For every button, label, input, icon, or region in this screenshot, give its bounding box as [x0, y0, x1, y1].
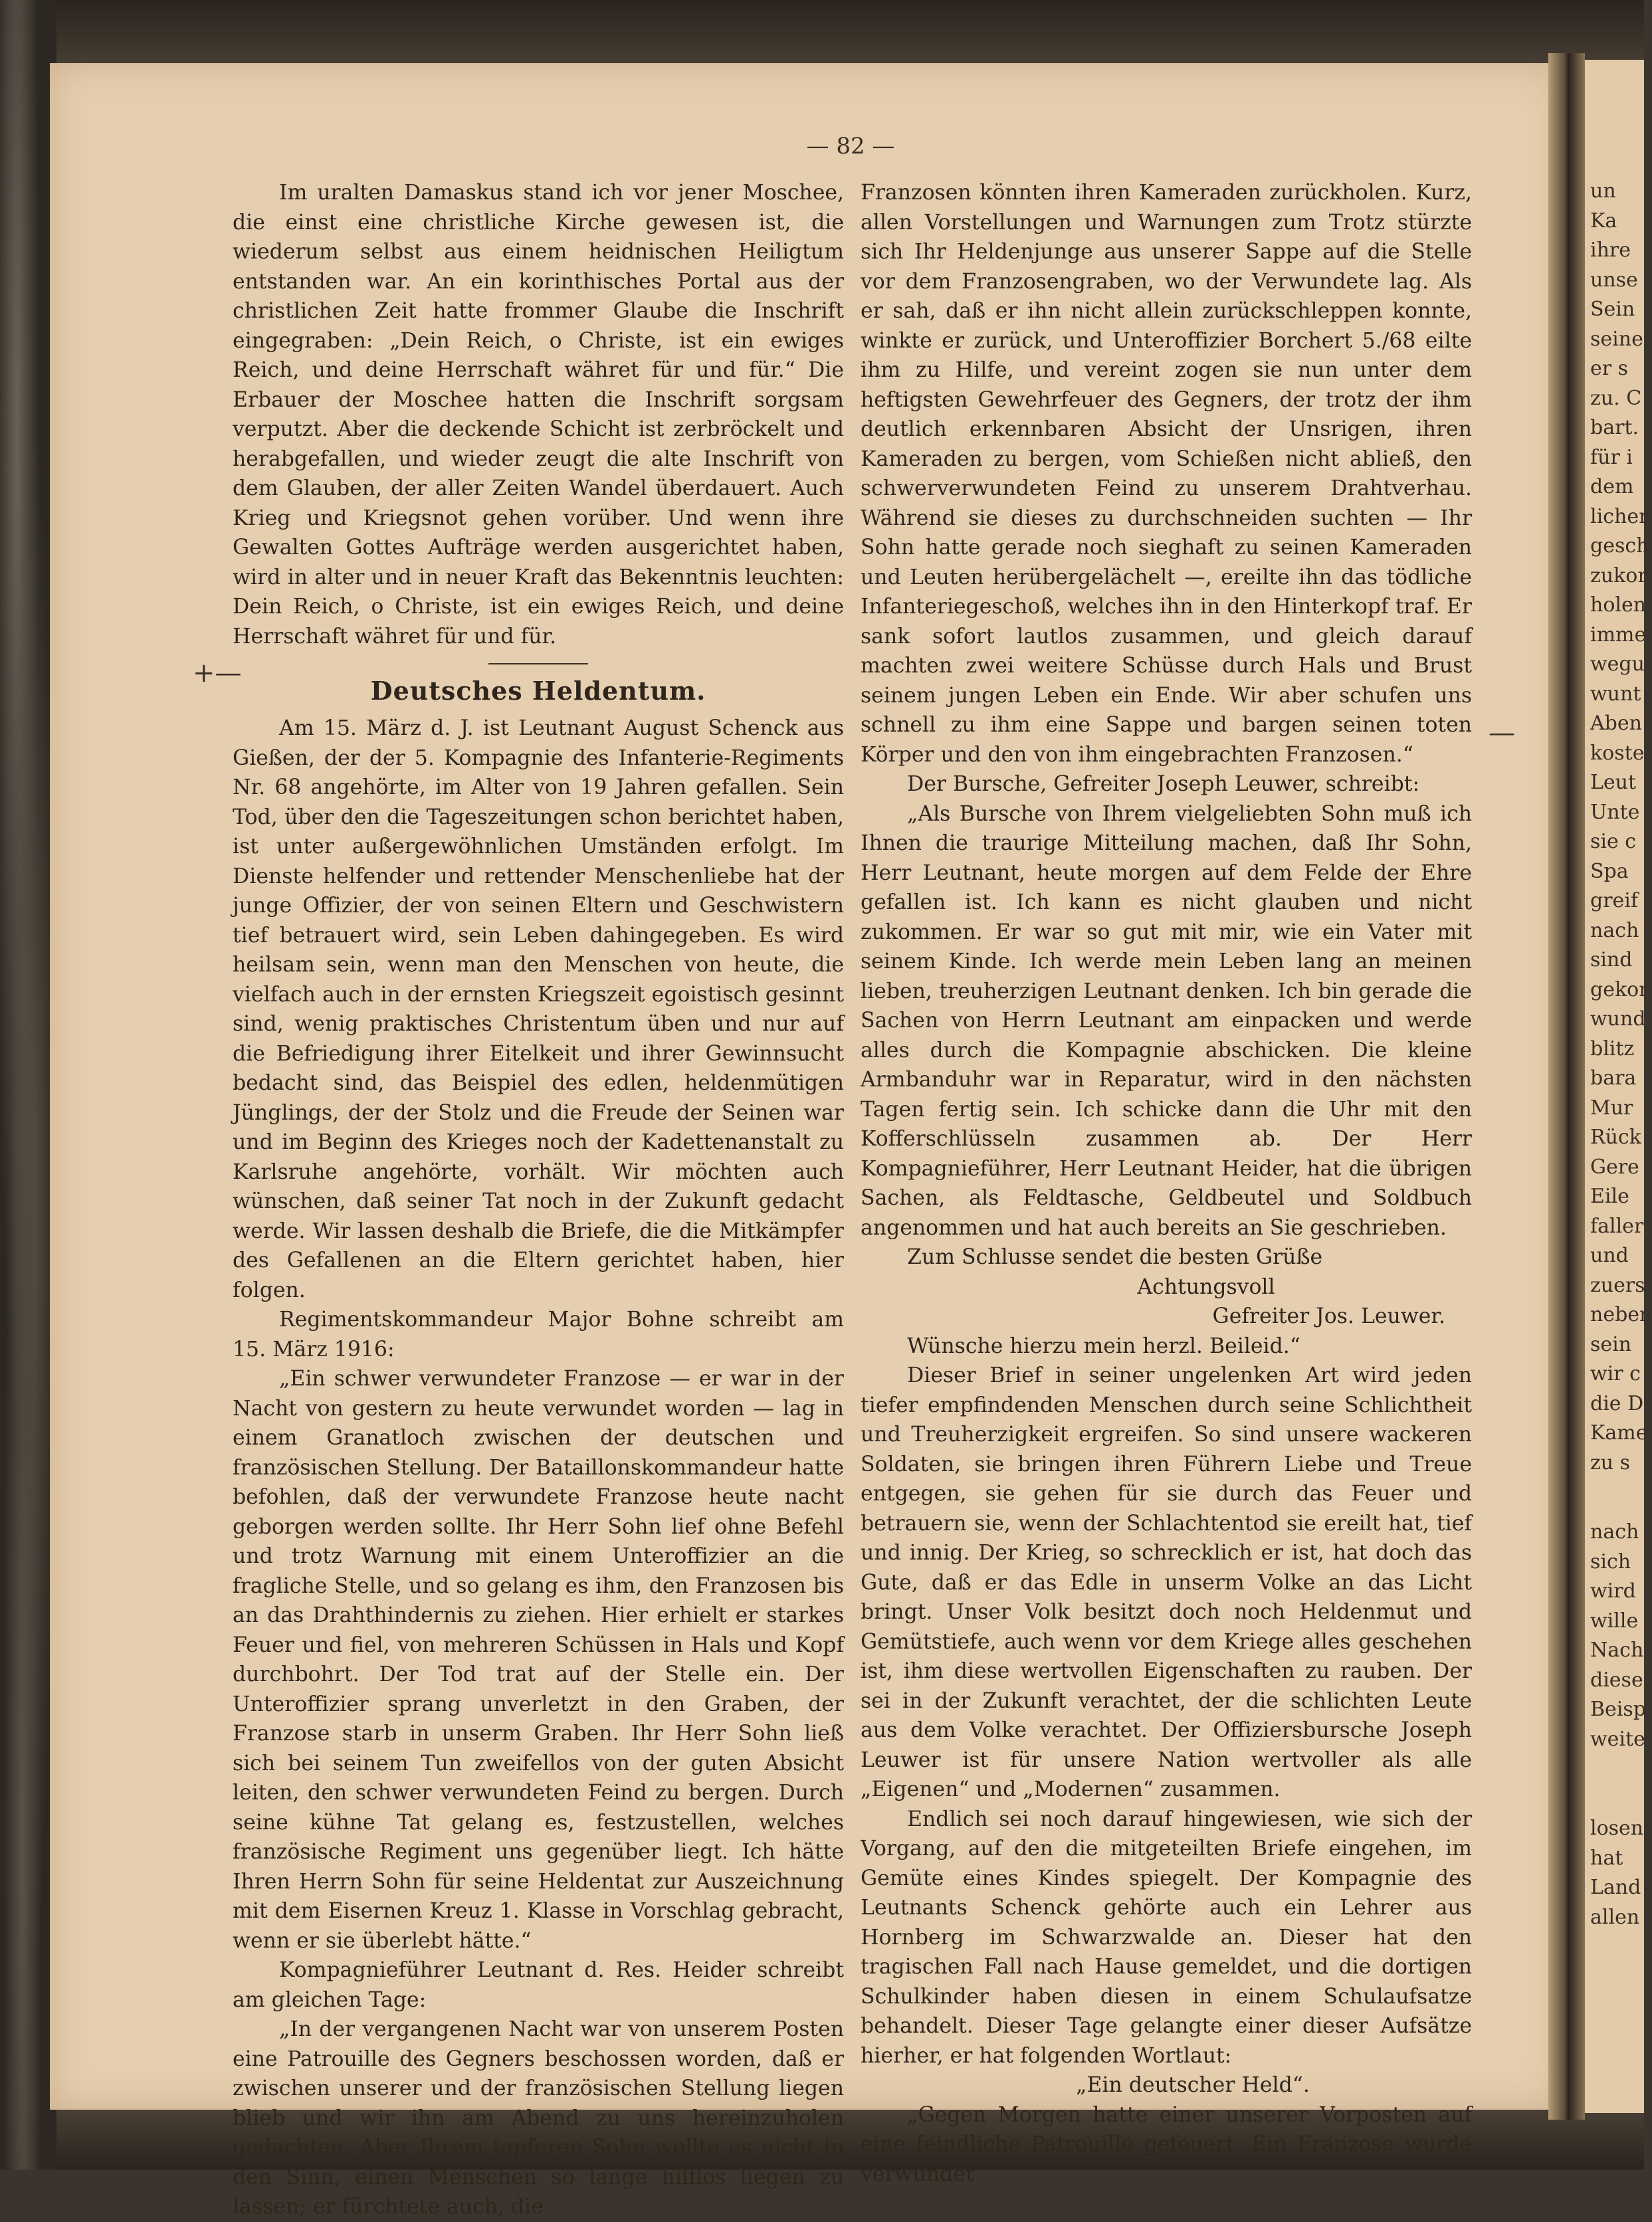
- letter-signature: Gefreiter Jos. Leuwer.: [1212, 1304, 1445, 1328]
- facing-page-fragment: un: [1590, 179, 1616, 203]
- facing-page-fragment: gesch: [1590, 534, 1649, 557]
- facing-page-fragment: losen: [1590, 1817, 1644, 1840]
- facing-page-fragment: blitz: [1590, 1037, 1635, 1060]
- facing-page-fragment: seine: [1590, 327, 1643, 351]
- paragraph: Wünsche hierzu mein herzl. Beileid.“: [907, 1334, 1300, 1358]
- facing-page-fragment: Unte: [1590, 800, 1640, 824]
- facing-page-fragment: für i: [1590, 445, 1633, 469]
- facing-page-fragment: unse: [1590, 268, 1638, 292]
- facing-page-fragment: diese: [1590, 1668, 1643, 1692]
- facing-page-fragment: wund: [1590, 1007, 1646, 1031]
- facing-page-fragment: zukor: [1590, 563, 1647, 587]
- facing-page-fragment: wir c: [1590, 1362, 1641, 1385]
- facing-page-fragment: licher: [1590, 504, 1649, 528]
- facing-page-fragment: weite: [1590, 1727, 1645, 1751]
- facing-page-fragment: Land: [1590, 1876, 1641, 1899]
- paragraph: Franzosen könnten ihren Kameraden zurückholen. Kurz, allen Vorstellungen und Warnungen zum Trotz stürzte sich Ihr Heldenjunge aus unserer Sappe auf die Stelle vor dem Franzosengraben, wo der Verwundete lag. Als er sah, daß er ihn nicht allein zurückschleppen konnte, winkte er zurück, und Unteroffizier Borchert 5./68 eilte ihm zu Hilfe, und vereint zogen sie nun unter dem heftigsten Gewehrfeuer des Gegners, der trotz der ihm deutlich erkennbaren Absicht der Unsrigen, ihren Kameraden zu bergen, vom Schießen nicht abließ, den schwerverwundeten Feind zu unserem Drahtverhau. Während sie dieses zu durchschneiden suchten — Ihr Sohn hatte gerade noch sieghaft zu seinen Kameraden und Leuten herübergelächelt —, ereilte ihn das tödliche Infanteriegeschoß, welches ihn in den Hinterkopf traf. Er sank sofort lautlos zusammen, und gleich darauf machten zwei weitere Schüsse durch Hals und Brust seinem jungen Leben ein Ende. Wir aber schufen uns schnell zu ihm eine Sappe und bargen seinen toten Körper und den von ihm eingebrachten Franzosen.“: [861, 181, 1472, 767]
- section-divider: [488, 663, 588, 664]
- scan-border-top: [0, 0, 1644, 73]
- facing-page-fragment: er s: [1590, 357, 1629, 380]
- facing-page-fragment: sich: [1590, 1550, 1631, 1573]
- marbled-cover-edge: [0, 0, 56, 2170]
- facing-page-fragment: allen: [1590, 1905, 1640, 1929]
- section-heading: Deutsches Heldentum.: [370, 676, 706, 706]
- paragraph: Endlich sei noch darauf hingewiesen, wie sich der Vorgang, auf den die mitgeteilten Briefe eingehen, im Gemüte eines Kindes spiegelt. Der Kompagnie des Leutnants Schenck gehörte auch ein Lehrer aus Hornberg im Schwarzwalde an. Dieser hat den tragischen Fall nach Hause gemeldet, und die dortigen Schulkinder haben diesen in einem Schulaufsatze behandelt. Dieser Tage gelangte einer dieser Aufsätze hierher, er hat folgenden Wortlaut:: [861, 1807, 1472, 2068]
- margin-pencil-mark-right: —: [1489, 718, 1515, 748]
- facing-page-fragment: und: [1590, 1244, 1629, 1267]
- facing-page-fragment: Spa: [1590, 859, 1629, 883]
- facing-page-fragment: Aben: [1590, 712, 1642, 735]
- paragraph: Regimentskommandeur Major Bohne schreibt am 15. März 1916:: [233, 1308, 844, 1362]
- essay-title: „Ein deutscher Held“.: [1076, 2073, 1310, 2097]
- left-text-column: [233, 178, 844, 2222]
- facing-page-fragment: Kame: [1590, 1421, 1648, 1445]
- facing-page-fragment: nach: [1590, 1520, 1639, 1544]
- paragraph: Im uralten Damaskus stand ich vor jener Moschee, die einst eine christliche Kirche gewesen ist, die wiederum selbst aus einem heidnischen Heiligtum entstanden war. An ein korinthisches Portal aus der christlichen Zeit hatte frommer Glaube die Inschrift eingegraben: „Dein Reich, o Christe, ist ein ewiges Reich, und deine Herrschaft währet für und für.“ Die Erbauer der Moschee hatten die Inschrift sorgsam verputzt. Aber die deckende Schicht ist zerbröckelt und herabgefallen, und wieder zeugt die alte Inschrift von dem Glauben, der aller Zeiten Wandel überdauert. Auch Krieg und Kriegsnot gehen vorüber. Und wenn ihre Gewalten Gottes Aufträge werden ausgerichtet haben, wird in alter und in neuer Kraft das Bekenntnis leuchten: Dein Reich, o Christe, ist ein ewiges Reich, und deine Herrschaft währet für und für.: [233, 181, 844, 649]
- facing-page-fragment: wille: [1590, 1609, 1639, 1633]
- paragraph: „Als Bursche von Ihrem vielgeliebten Sohn muß ich Ihnen die traurige Mitteilung machen, daß Ihr Sohn, Herr Leutnant, heute morgen auf dem Felde der Ehre gefallen ist. Ich kann es nicht glauben und nicht zukommen. Er war so gut mit mir, wie ein Vater mit seinem Kinde. Ich werde mein Leben lang an meinen lieben, treuherzigen Leutnant denken. Ich bin gerade die Sachen von Herrn Leutnant am einpacken und werde alles durch die Kompagnie abschicken. Die kleine Armbanduhr war in Reparatur, wird in den nächsten Tagen fertig sein. Ich schicke dann die Uhr mit den Kofferschlüsseln zusammen ab. Der Herr Kompagnieführer, Herr Leutnant Heider, hat die übrigen Sachen, als Feldtasche, Geldbeutel und Soldbuch angenommen und hat auch bereits an Sie geschrieben.: [861, 801, 1472, 1240]
- facing-page-fragment: wegu: [1590, 653, 1645, 676]
- facing-page-fragment: imme: [1590, 623, 1647, 647]
- facing-page-fragment: Eile: [1590, 1185, 1629, 1208]
- facing-page-fragment: greif: [1590, 889, 1638, 912]
- letter-closing: Achtungsvoll: [1137, 1274, 1275, 1299]
- facing-page-fragment: sind: [1590, 948, 1633, 971]
- facing-page-fragment: holen: [1590, 593, 1647, 617]
- paragraph: „Gegen Morgen hatte einer unserer Vorposten auf eine feindliche Patrouille gefeuert. Ein Franzose wurde verwundet: [861, 2102, 1472, 2186]
- page-number: — 82 —: [806, 133, 895, 159]
- facing-page-fragment: hat: [1590, 1846, 1623, 1870]
- facing-page-fragment: dem: [1590, 475, 1634, 498]
- facing-page-fragment: Gere: [1590, 1155, 1639, 1179]
- paragraph: Zum Schlusse sendet die besten Grüße: [907, 1245, 1323, 1269]
- paragraph: „Ein schwer verwundeter Franzose — er war in der Nacht von gestern zu heute verwundet worden — lag in einem Granatloch zwischen der deutschen und französischen Stellung. Der Bataillonskommandeur hatte befohlen, daß der verwundete Franzose heute nacht geborgen werden sollte. Ihr Herr Sohn lief ohne Befehl und trotz Warnung mit einem Unteroffizier an die fragliche Stelle, und so gelang es ihm, den Franzosen bis an das Drahthindernis zu ziehen. Hier erhielt er starkes Feuer und fiel, von mehreren Schüssen in Hals und Kopf durchbohrt. Der Tod trat auf der Stelle ein. Der Unteroffizier sprang unverletzt in den Graben, der Franzose starb in unserm Graben. Ihr Herr Sohn ließ sich bei seinem Tun zweifellos von der guten Absicht leiten, den schwer verwundeten Feind zu bergen. Durch seine kühne Tat gelang es, festzustellen, welches französische Regiment uns gegenüber liegt. Ich hätte Ihren Herrn Sohn für seine Heldentat zur Auszeichnung mit dem Eisernen Kreuz 1. Klasse in Vorschlag gebracht, wenn er sie überlebt hätte.“: [233, 1367, 844, 1953]
- paragraph: Dieser Brief in seiner ungelenken Art wird jeden tiefer empfindenden Menschen durch seine Schlichtheit und Treuherzigkeit ergreifen. So sind unsere wackeren Soldaten, sie bringen ihren Führern Liebe und Treue entgegen, sie gehen für sie durch das Feuer und betrauern sie, wenn der Schlachtentod sie ereilt hat, tief und innig. Der Krieg, so schrecklich er ist, hat doch das Gute, daß er das Edle in unserm Volke an das Licht bringt. Unser Volk besitzt doch noch Heldenmut und Gemütstiefe, auch wenn vor dem Kriege alles geschehen ist, ihm diese wertvollen Eigenschaften zu rauben. Der sei in der Zukunft verachtet, der die schlichten Leute aus dem Volke verachtet. Der Offiziersbursche Joseph Leuwer ist für unsere Nation wertvoller als alle „Eigenen“ und „Modernen“ zusammen.: [861, 1364, 1472, 1801]
- facing-page-fragment: bart.: [1590, 416, 1639, 439]
- facing-page-fragment: die D: [1590, 1391, 1644, 1415]
- paragraph: „In der vergangenen Nacht war von unserem Posten eine Patrouille des Gegners beschossen worden, daß er zwischen unserer und der französischen Stellung liegen blieb und wir ihn am Abend zu uns hereinzuholen gedachten. Aber Ihrem tapferen Sohn wollte es nicht in den Sinn, einen Menschen so lange hilflos liegen zu lassen; er fürchtete auch, die: [233, 2017, 844, 2219]
- book-gutter: [1548, 53, 1585, 2120]
- facing-page-fragment: sie c: [1590, 830, 1637, 853]
- facing-page-fragment: zu s: [1590, 1451, 1631, 1474]
- facing-page-fragment: Rück: [1590, 1126, 1641, 1149]
- margin-pencil-mark: +—: [193, 658, 242, 688]
- right-text-column: [861, 178, 1472, 2189]
- facing-page-fragment: ihre: [1590, 239, 1631, 262]
- facing-page-fragment: Sein: [1590, 298, 1635, 321]
- facing-page-fragment: faller: [1590, 1214, 1644, 1238]
- facing-page-fragment: bara: [1590, 1066, 1637, 1090]
- facing-page-fragment: Beisp: [1590, 1698, 1646, 1721]
- facing-page-fragment: zu. C: [1590, 386, 1642, 410]
- paragraph: Der Bursche, Gefreiter Joseph Leuwer, schreibt:: [907, 772, 1420, 796]
- facing-page-fragment: neben: [1590, 1303, 1652, 1326]
- facing-page-fragment: Nach: [1590, 1639, 1644, 1662]
- facing-page-fragment: sein: [1590, 1332, 1632, 1356]
- facing-page-fragment: gekor: [1590, 977, 1649, 1001]
- facing-page-fragment: zuers: [1590, 1273, 1645, 1297]
- paragraph: Kompagnieführer Leutnant d. Res. Heider schreibt am gleichen Tage:: [233, 1958, 844, 2012]
- facing-page-fragment: koste: [1590, 741, 1645, 765]
- facing-page-fragment: wird: [1590, 1579, 1636, 1603]
- facing-page-fragment: Leut: [1590, 771, 1637, 794]
- facing-page-fragment: Mur: [1590, 1096, 1633, 1120]
- paragraph: Am 15. März d. J. ist Leutnant August Schenck aus Gießen, der der 5. Kompagnie des Infanterie-Regiments Nr. 68 angehörte, im Alter von 19 Jahren gefallen. Sein Tod, über den die Tageszeitungen schon berichtet haben, ist unter außergewöhnlichen Umständen erfolgt. Im Dienste helfender und rettender Menschenliebe hat der junge Offizier, der von seinen Eltern und Geschwistern tief betrauert wird, sein Leben dahingegeben. Es wird heilsam sein, wenn man den Menschen von heute, die vielfach auch in der ernsten Kriegszeit egoistisch gesinnt sind, wenig praktisches Christentum üben und nur auf die Befriedigung ihrer Eitelkeit und ihrer Gewinnsucht bedacht sind, das Beispiel des edlen, heldenmütigen Jünglings, der der Stolz und die Freude der Seinen war und im Beginn des Krieges noch der Kadettenanstalt zu Karlsruhe angehörte, vorhält. Wir möchten auch wünschen, daß seiner Tat noch in der Zukunft gedacht werde. Wir lassen deshalb die Briefe, die die Mitkämpfer des Gefallenen an die Eltern gerichtet haben, hier folgen.: [233, 716, 844, 1302]
- facing-page-fragment: nach: [1590, 918, 1639, 942]
- facing-page-edge: [1585, 60, 1652, 2113]
- facing-page-fragment: wunt: [1590, 682, 1641, 706]
- facing-page-fragment: Ka: [1590, 209, 1617, 233]
